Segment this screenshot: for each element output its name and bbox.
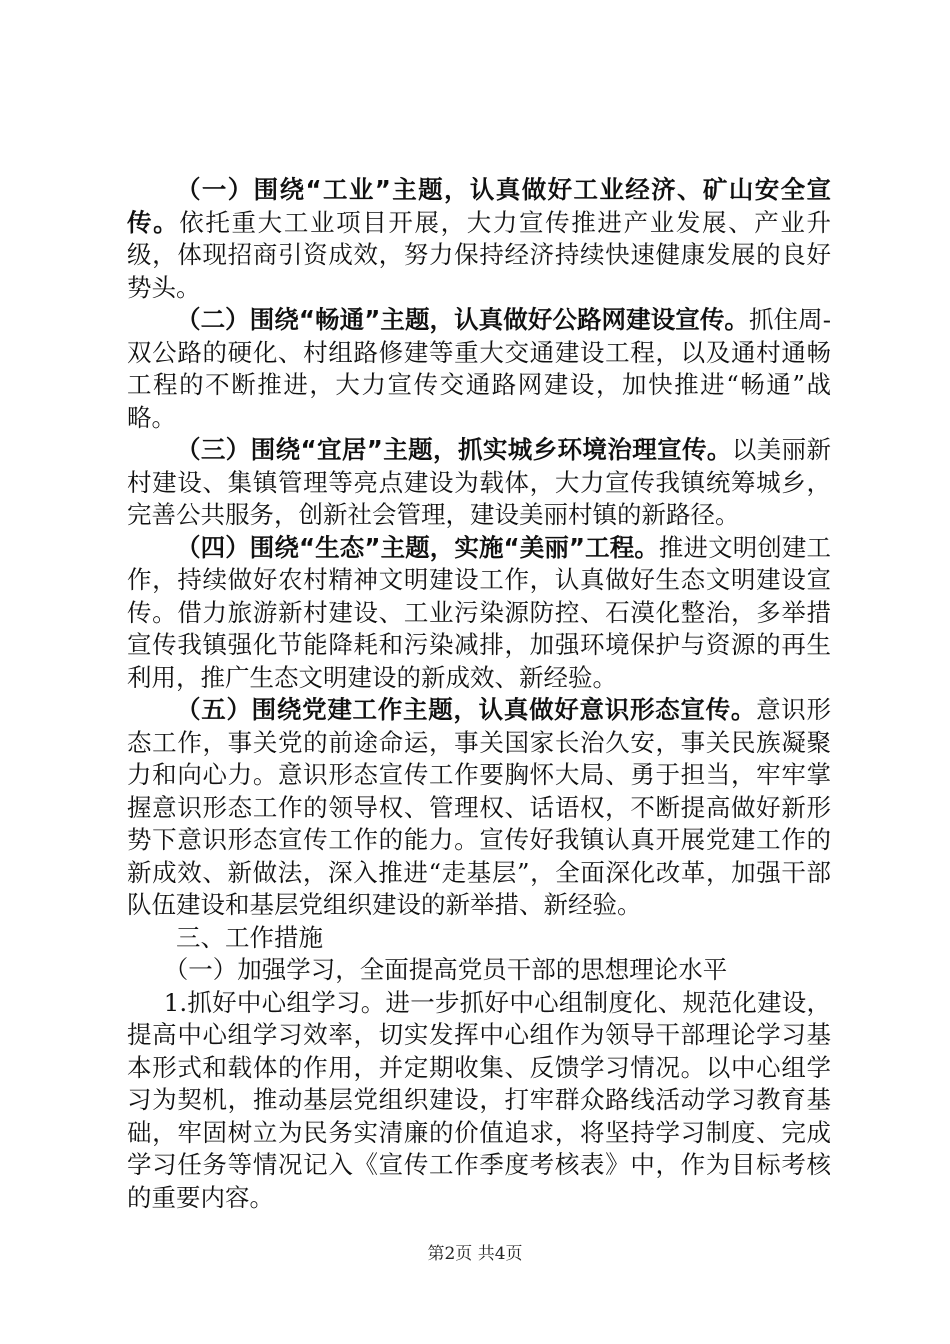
section-livable-lead: （三）围绕“宜居”主题，抓实城乡环境治理宣传。 <box>176 435 732 464</box>
section-transport-lead: （二）围绕“畅通”主题，认真做好公路网建设宣传。 <box>176 305 749 334</box>
section-party-building-body: 意识形态工作，事关党的前途命运，事关国家长治久安，事关民族凝聚力和向心力。意识形态宣传工作要胸怀大局、勇于担当，牢牢掌握意识形态工作的领导权、管理权、话语权，不断提高做好新形势下意识形态宣传工作的能力。宣传好我镇认真开展党建工作的新成效、新做法，深入推进“走基层”，全面深化改革，加强干部队伍建设和基层党组织建设的新举措、新经验。 <box>127 695 832 919</box>
section-ecology-lead: （四）围绕“生态”主题，实施“美丽”工程。 <box>176 532 659 562</box>
section-livable <box>127 434 831 532</box>
list-item-central-group-study: 1.抓好中心组学习。进一步抓好中心组制度化、规范化建设，提高中心组学习效率，切实发挥中心组作为领导干部理论学习基本形式和载体的作用，并定期收集、反馈学习情况。以中心组学习为契机，推动基层党组织建设，打牢群众路线活动学习教育基础，牢固树立为民务实清廉的价值追求，将坚持学习制度、完成学习任务等情况记入《宣传工作季度考核表》中，作为目标考核的重要内容。 <box>127 987 831 1212</box>
subheading-study: （一）加强学习，全面提高党员干部的思想理论水平 <box>163 955 728 984</box>
document-body <box>127 174 831 1214</box>
section-industry <box>127 174 831 304</box>
page-footer <box>0 1244 950 1264</box>
section-party-building-lead: （五）围绕党建工作主题，认真做好意识形态宣传。 <box>176 695 757 724</box>
section-ecology <box>127 532 831 695</box>
section-transport-body: 抓住周-双公路的硬化、村组路修建等重大交通建设工程，以及通村通畅工程的不断推进，大力宣传交通路网建设，加快推进“畅通”战略。 <box>127 305 832 432</box>
section-transport <box>127 304 831 434</box>
page-number-label: 第2页 共4页 <box>427 1244 523 1264</box>
section-industry-body: 依托重大工业项目开展，大力宣传推进产业发展、产业升级，体现招商引资成效，努力保持经济持续快速健康发展的良好势头。 <box>127 207 832 302</box>
section-party-building <box>127 694 831 922</box>
heading-work-measures: 三、工作措施 <box>176 922 323 952</box>
section-livable-body: 以美丽新村建设、集镇管理等亮点建设为载体，大力宣传我镇统筹城乡，完善公共服务，创新社会管理，建设美丽村镇的新路径。 <box>127 435 832 529</box>
section-industry-lead: （一）围绕“工业”主题，认真做好工业经济、矿山安全宣传。 <box>127 175 831 237</box>
section-ecology-body: 推进文明创建工作，持续做好农村精神文明建设工作，认真做好生态文明建设宣传。借力旅游新村建设、工业污染源防控、石漠化整治，多举措宣传我镇强化节能降耗和污染减排，加强环境保护与资源的再生利用，推广生态文明建设的新成效、新经验。 <box>127 532 831 692</box>
